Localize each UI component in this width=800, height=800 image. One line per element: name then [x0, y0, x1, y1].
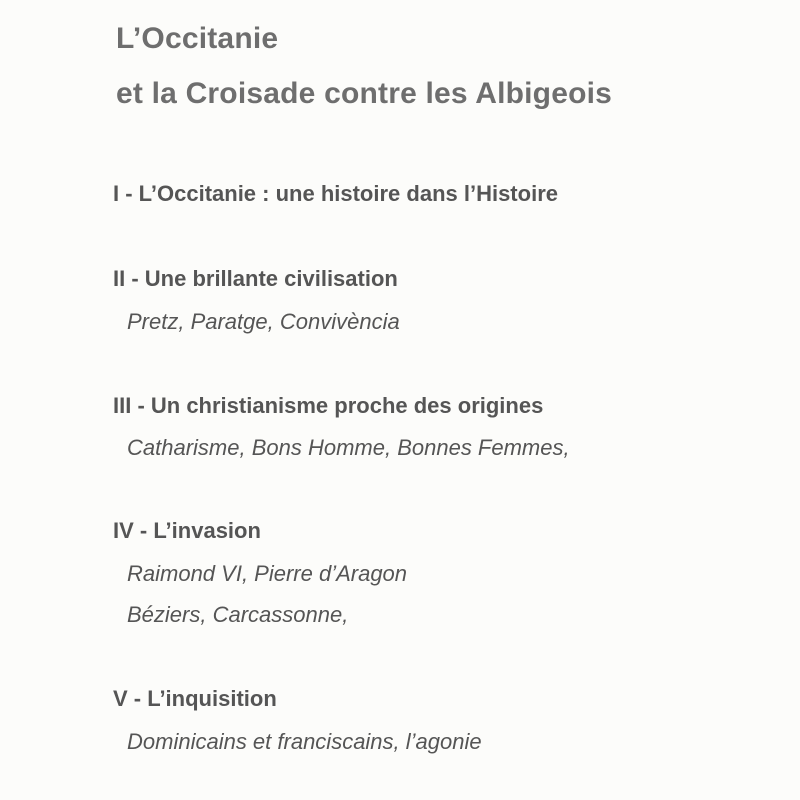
section-4-heading: IV - L’invasion [113, 518, 261, 543]
section-2-heading: II - Une brillante civilisation [113, 266, 398, 291]
section-5-subtitle: Dominicains et franciscains, l’agonie [127, 729, 482, 754]
section-1-heading: I - L’Occitanie : une histoire dans l’Histoire [113, 181, 558, 206]
section-4-subtitle-1: Raimond VI, Pierre d’Aragon [127, 561, 408, 586]
section-2-subtitle: Pretz, Paratge, Convivència [127, 309, 400, 334]
section-3-heading: III - Un christianisme proche des origines [113, 393, 544, 418]
section-3-subtitle: Catharisme, Bons Homme, Bonnes Femmes, [127, 435, 570, 460]
section-5-heading: V - L’inquisition [113, 686, 277, 711]
section-4-subtitle-2: Béziers, Carcassonne, [127, 602, 349, 627]
document-title-line-1: L’Occitanie [116, 22, 279, 55]
document-title-line-2: et la Croisade contre les Albigeois [116, 77, 613, 110]
